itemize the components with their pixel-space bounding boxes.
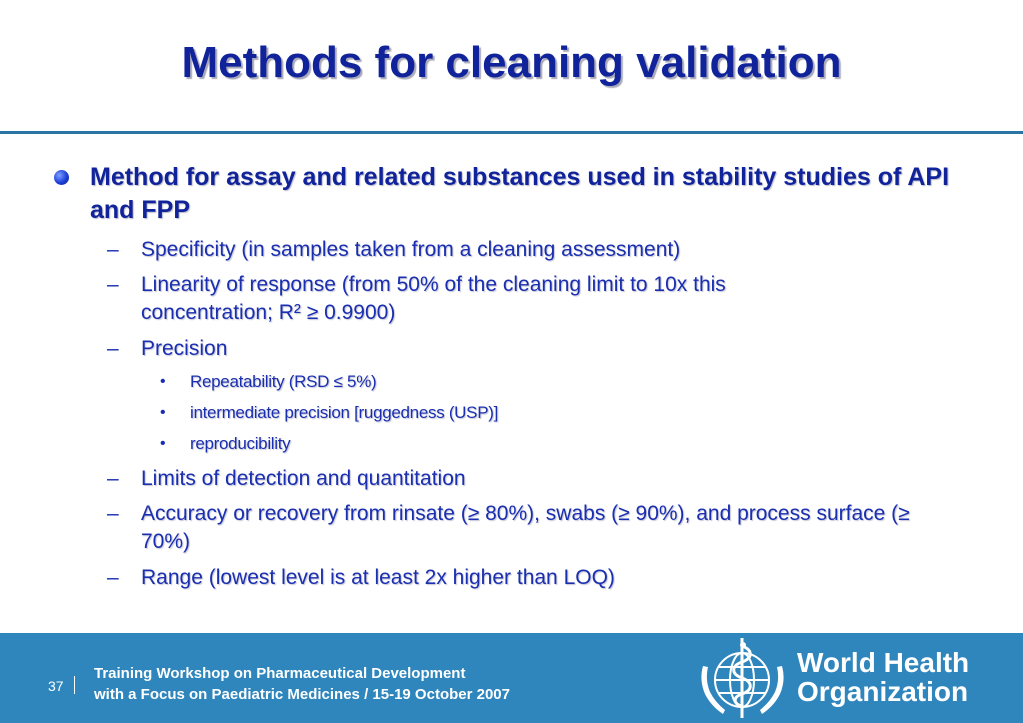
bullet-dot-icon [54, 170, 69, 185]
item-linearity: Linearity of response (from 50% of the cleaning limit to 10x this concentration; R² ≥ 0.9900) [141, 273, 726, 324]
dash-icon: – [107, 238, 119, 261]
item-specificity: Specificity (in samples taken from a cleaning assessment) [141, 238, 681, 261]
dash-icon: – [107, 273, 119, 296]
small-bullet-icon: • [160, 404, 166, 421]
dash-icon: – [107, 502, 119, 525]
page-number: 37 [48, 678, 64, 694]
who-name-line-2: Organization [797, 676, 969, 707]
subitem-intermediate: intermediate precision [ruggedness (USP)] [190, 403, 499, 422]
dash-icon: – [107, 467, 119, 490]
dash-icon: – [107, 566, 119, 589]
subitem-reproducibility: reproducibility [190, 434, 291, 453]
item-limits: Limits of detection and quantitation [141, 467, 466, 490]
item-precision: Precision [141, 337, 228, 360]
slide-title: Methods for cleaning validation [181, 38, 842, 87]
small-bullet-icon: • [160, 435, 166, 452]
item-range: Range (lowest level is at least 2x higher than LOQ) [141, 566, 615, 589]
page-separator [74, 676, 75, 694]
who-name-line-1: World Health [797, 647, 970, 678]
dash-icon: – [107, 337, 119, 360]
subitem-repeatability: Repeatability (RSD ≤ 5%) [190, 372, 377, 391]
workshop-caption [94, 663, 510, 705]
who-emblem-icon [695, 636, 790, 720]
workshop-line-2: with a Focus on Paediatric Medicines / 15-19 October 2007 [94, 686, 510, 703]
who-wordmark [797, 648, 969, 706]
item-accuracy: Accuracy or recovery from rinsate (≥ 80%), swabs (≥ 90%), and process surface (≥ 70%) [141, 502, 910, 553]
small-bullet-icon: • [160, 373, 166, 390]
footer-bar [0, 633, 1023, 723]
main-bullet: Method for assay and related substances used in stability studies of API and FPP [90, 163, 950, 224]
workshop-line-1: Training Workshop on Pharmaceutical Development [94, 665, 466, 682]
